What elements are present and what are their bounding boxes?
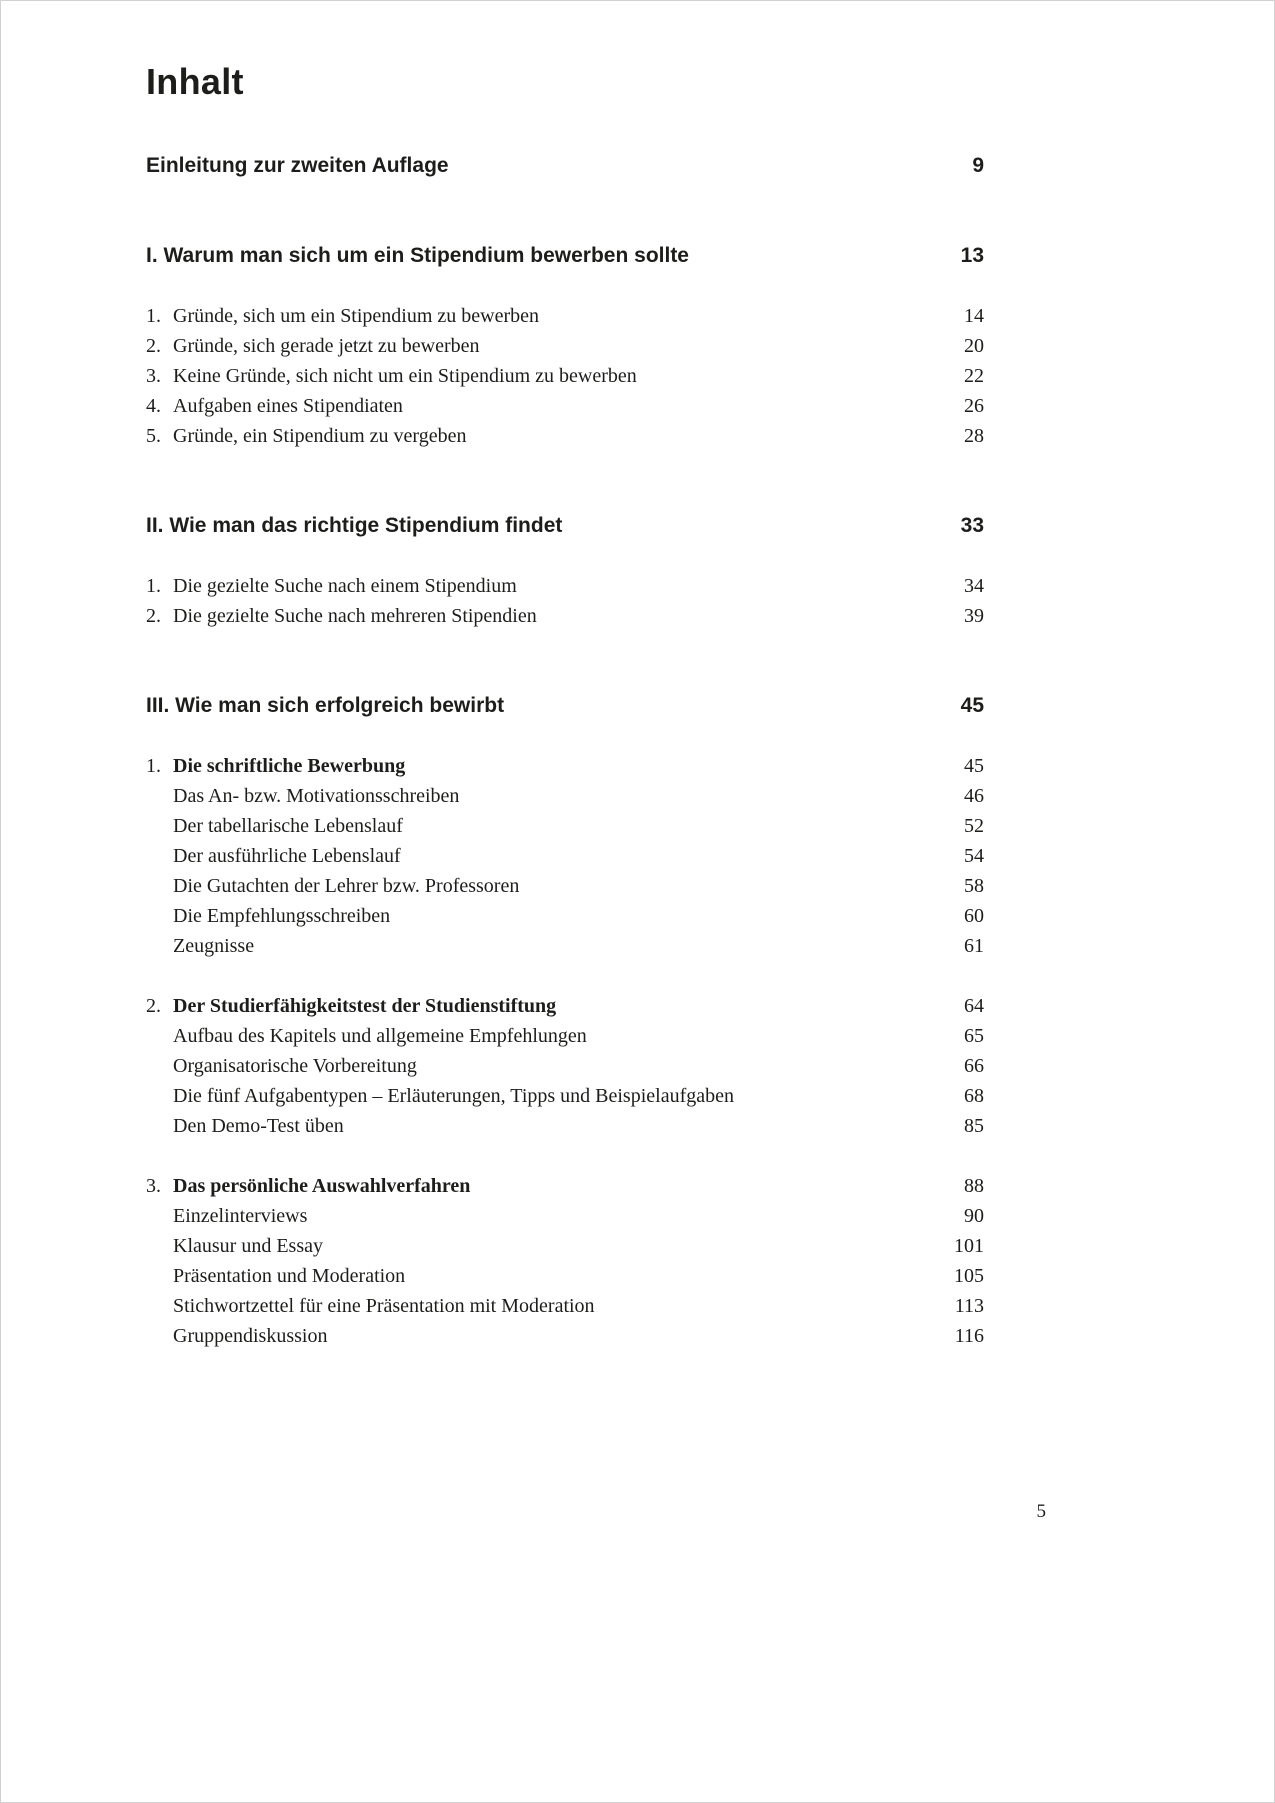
toc-item bbox=[146, 601, 984, 631]
toc-item bbox=[146, 571, 984, 601]
toc-item-text: Einzelinterviews bbox=[173, 1205, 308, 1227]
toc-item-number: 3. bbox=[146, 365, 161, 387]
toc-item bbox=[146, 1111, 984, 1141]
toc-item bbox=[146, 1261, 984, 1291]
toc-item bbox=[146, 1051, 984, 1081]
toc-item-text: Das An- bzw. Motivationsschreiben bbox=[173, 785, 460, 807]
toc-item-number: 2. bbox=[146, 605, 161, 627]
toc-item-text: Keine Gründe, sich nicht um ein Stipendium zu bewerben bbox=[173, 365, 637, 387]
toc-item bbox=[146, 421, 984, 451]
toc-section bbox=[146, 511, 984, 631]
toc-item bbox=[146, 1171, 984, 1201]
toc-items bbox=[146, 301, 984, 451]
toc-item-number: 1. bbox=[146, 575, 161, 597]
toc-item-text: Präsentation und Moderation bbox=[173, 1265, 406, 1287]
toc-section bbox=[146, 691, 984, 1351]
toc-item bbox=[146, 1291, 984, 1321]
toc-item-text: Stichwortzettel für eine Präsentation mit Moderation bbox=[173, 1295, 595, 1317]
page-number: 5 bbox=[1036, 1501, 1046, 1522]
toc-item bbox=[146, 331, 984, 361]
toc-item-number: 3. bbox=[146, 1175, 161, 1197]
toc-item-page: 58 bbox=[964, 875, 984, 897]
toc-item-page: 52 bbox=[964, 815, 984, 837]
toc-item-text: Die schriftliche Bewerbung bbox=[173, 755, 406, 777]
toc-item-number: 2. bbox=[146, 335, 161, 357]
toc-item-page: 90 bbox=[964, 1205, 984, 1227]
toc-item bbox=[146, 1231, 984, 1261]
toc-item-text: Gruppendiskussion bbox=[173, 1325, 328, 1347]
section-heading bbox=[146, 691, 984, 721]
toc-item-number: 4. bbox=[146, 395, 161, 417]
toc-item-text: Aufbau des Kapitels und allgemeine Empfehlungen bbox=[173, 1025, 587, 1047]
section-heading-title: I. Warum man sich um ein Stipendium bewerben sollte bbox=[146, 244, 689, 267]
section-heading-title: III. Wie man sich erfolgreich bewirbt bbox=[146, 694, 505, 717]
toc-item-number: 1. bbox=[146, 305, 161, 327]
toc-item bbox=[146, 391, 984, 421]
toc-item-page: 28 bbox=[964, 425, 984, 447]
toc-item-page: 66 bbox=[964, 1055, 984, 1077]
toc-item bbox=[146, 361, 984, 391]
section-heading-title: II. Wie man das richtige Stipendium findet bbox=[146, 514, 563, 537]
section-heading-page: 45 bbox=[960, 694, 984, 717]
toc-item-text: Den Demo-Test üben bbox=[173, 1115, 344, 1137]
toc-item-page: 54 bbox=[964, 845, 984, 867]
toc-item-page: 60 bbox=[964, 905, 984, 927]
toc-item-text: Organisatorische Vorbereitung bbox=[173, 1055, 417, 1077]
toc-item bbox=[146, 901, 984, 931]
toc-item-page: 101 bbox=[954, 1235, 984, 1257]
section-heading bbox=[146, 511, 984, 541]
toc-items bbox=[146, 751, 984, 1351]
toc-item bbox=[146, 1201, 984, 1231]
toc-item-page: 113 bbox=[954, 1295, 984, 1317]
toc-item bbox=[146, 811, 984, 841]
section-heading-page: 33 bbox=[960, 514, 984, 537]
toc-item-text: Der ausführliche Lebenslauf bbox=[173, 845, 401, 867]
toc-item-text: Zeugnisse bbox=[173, 935, 255, 957]
toc-item bbox=[146, 301, 984, 331]
toc-item-page: 34 bbox=[964, 575, 984, 597]
toc-item-text: Gründe, sich um ein Stipendium zu bewerben bbox=[173, 305, 540, 327]
toc-item-page: 68 bbox=[964, 1085, 984, 1107]
toc-item bbox=[146, 931, 984, 961]
page-title: Inhalt bbox=[146, 61, 244, 102]
toc-item bbox=[146, 781, 984, 811]
toc-item-page: 61 bbox=[964, 935, 984, 957]
toc-item-text: Gründe, ein Stipendium zu vergeben bbox=[173, 425, 467, 447]
toc-item-text: Die Empfehlungsschreiben bbox=[173, 905, 391, 927]
toc-item-page: 85 bbox=[964, 1115, 984, 1137]
toc-item-page: 39 bbox=[964, 605, 984, 627]
section-heading-page: 13 bbox=[960, 244, 984, 267]
toc-sections bbox=[146, 151, 984, 1351]
toc-item bbox=[146, 1081, 984, 1111]
toc-item-page: 116 bbox=[954, 1325, 984, 1347]
section-heading-page: 9 bbox=[972, 154, 984, 177]
toc-item-page: 65 bbox=[964, 1025, 984, 1047]
toc-item-text: Das persönliche Auswahlverfahren bbox=[173, 1175, 471, 1197]
toc-item-page: 46 bbox=[964, 785, 984, 807]
toc-items bbox=[146, 571, 984, 631]
toc-item-text: Der Studierfähigkeitstest der Studienstiftung bbox=[173, 995, 557, 1017]
toc-item bbox=[146, 1021, 984, 1051]
toc-section bbox=[146, 241, 984, 451]
toc-item-page: 88 bbox=[964, 1175, 984, 1197]
toc-item-page: 64 bbox=[964, 995, 984, 1017]
toc-section bbox=[146, 151, 984, 181]
toc-item bbox=[146, 1321, 984, 1351]
toc-item-number: 2. bbox=[146, 995, 161, 1017]
toc-item-number: 1. bbox=[146, 755, 161, 777]
toc-item-text: Der tabellarische Lebenslauf bbox=[173, 815, 403, 837]
toc-item-page: 105 bbox=[954, 1265, 984, 1287]
toc-item-number: 5. bbox=[146, 425, 161, 447]
toc-item bbox=[146, 991, 984, 1021]
toc-item bbox=[146, 751, 984, 781]
toc-item-text: Die gezielte Suche nach einem Stipendium bbox=[173, 575, 517, 597]
toc-item bbox=[146, 871, 984, 901]
toc-item-text: Klausur und Essay bbox=[173, 1235, 323, 1257]
toc-item-page: 22 bbox=[964, 365, 984, 387]
toc-item-page: 26 bbox=[964, 395, 984, 417]
toc-item-page: 20 bbox=[964, 335, 984, 357]
toc-item-page: 45 bbox=[964, 755, 984, 777]
section-heading-title: Einleitung zur zweiten Auflage bbox=[146, 154, 449, 177]
toc-item-text: Gründe, sich gerade jetzt zu bewerben bbox=[173, 335, 480, 357]
toc-item-text: Die Gutachten der Lehrer bzw. Professoren bbox=[173, 875, 520, 897]
toc-content bbox=[1, 1, 1274, 1351]
section-heading bbox=[146, 151, 984, 181]
toc-item bbox=[146, 841, 984, 871]
toc-item-text: Aufgaben eines Stipendiaten bbox=[173, 395, 403, 417]
toc-item-text: Die fünf Aufgabentypen – Erläuterungen, Tipps und Beispielaufgaben bbox=[173, 1085, 734, 1107]
toc-item-page: 14 bbox=[964, 305, 984, 327]
toc-item-text: Die gezielte Suche nach mehreren Stipendien bbox=[173, 605, 537, 627]
section-heading bbox=[146, 241, 984, 271]
